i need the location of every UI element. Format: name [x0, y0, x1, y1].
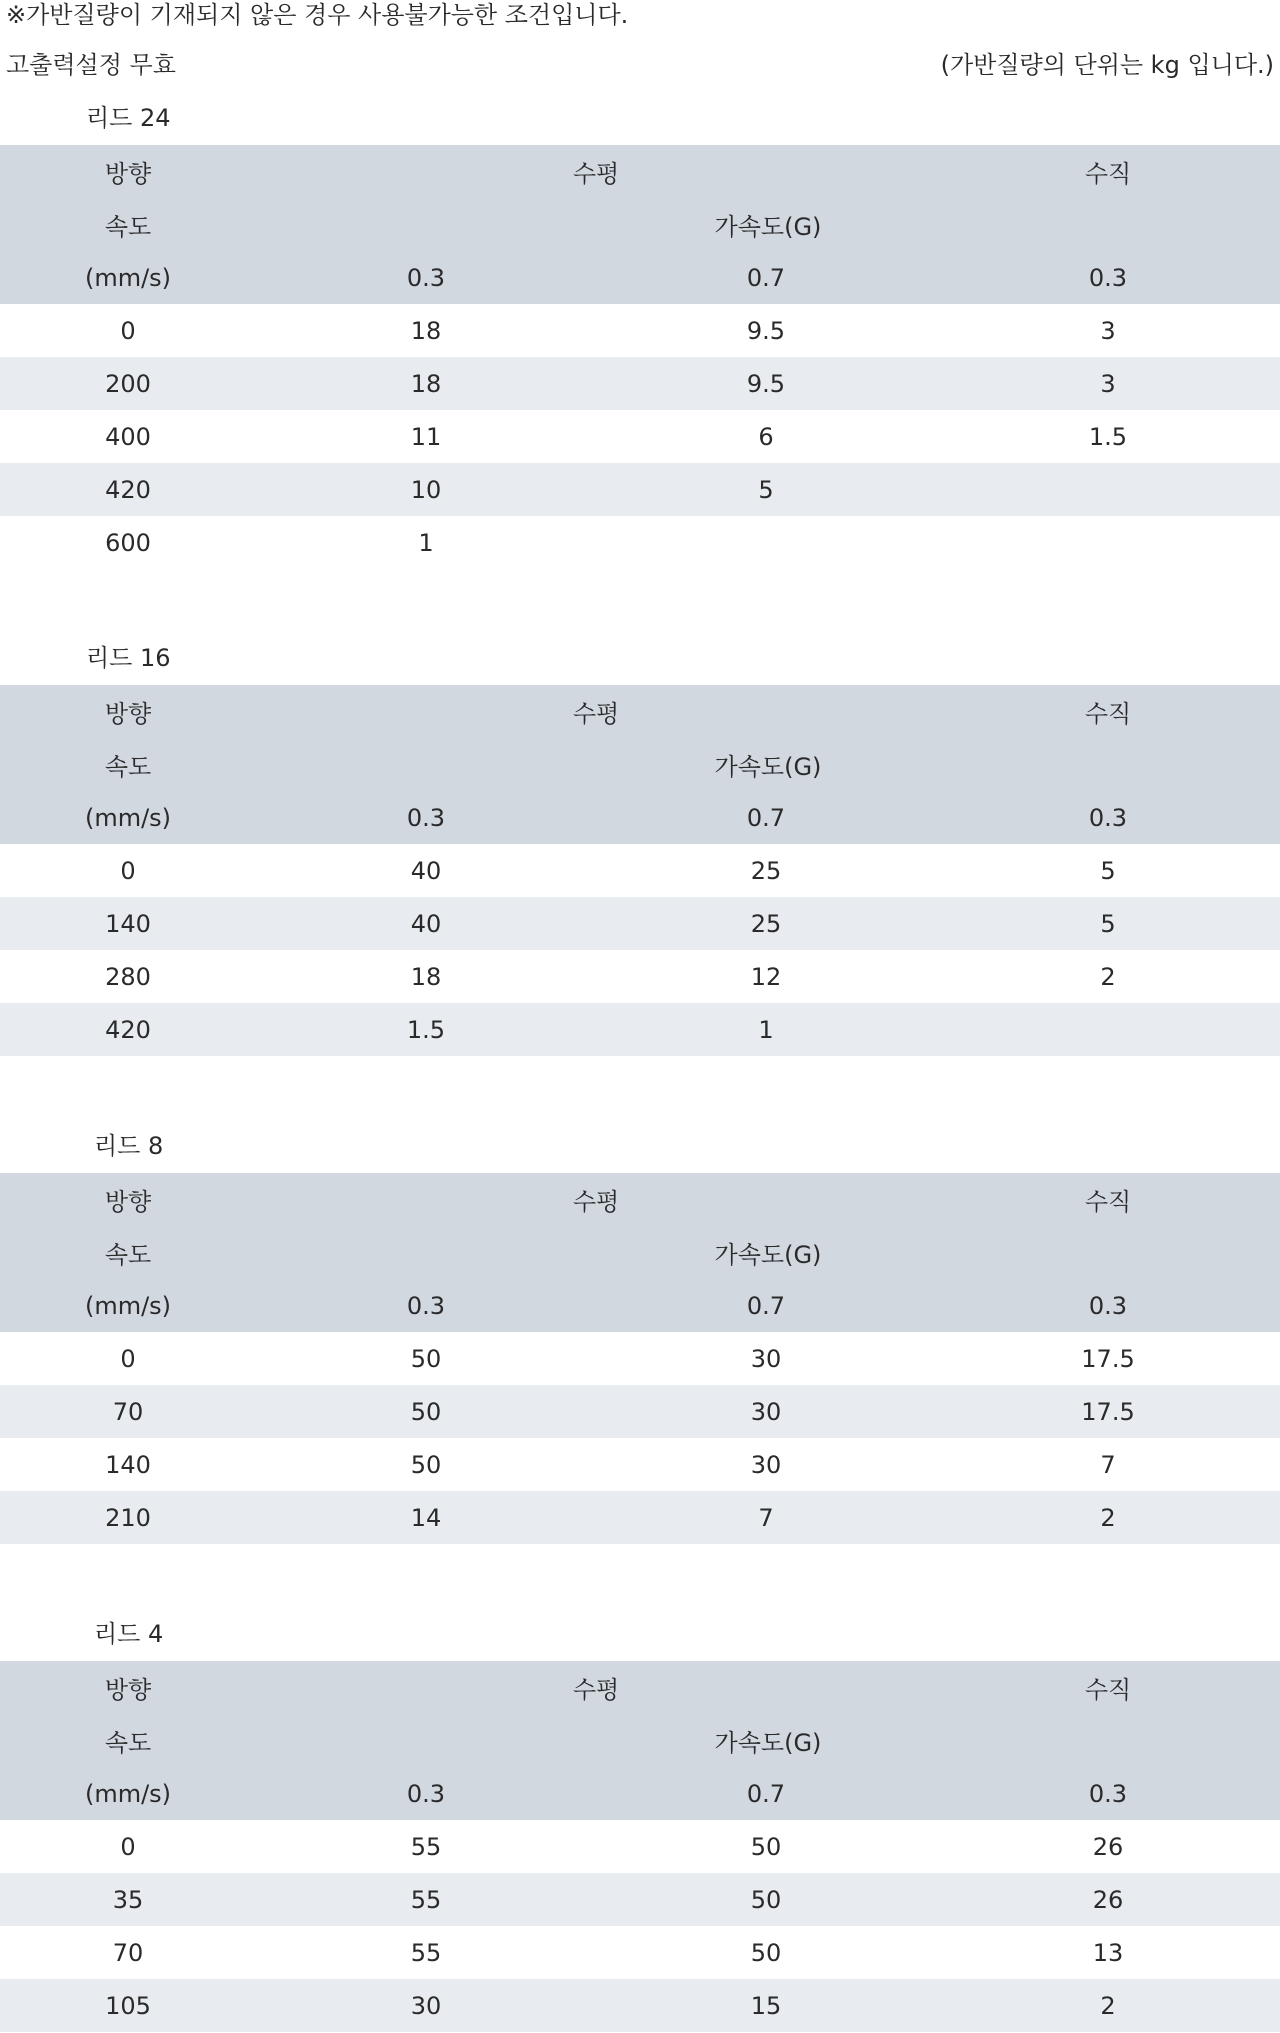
- table-cell: 9.5: [596, 304, 936, 357]
- table-cell: 50: [256, 1438, 596, 1491]
- table-cell: 11: [256, 410, 596, 463]
- table-row: [0, 1979, 1280, 2032]
- table-cell: 17.5: [936, 1385, 1280, 1438]
- table-row: [0, 516, 1280, 569]
- table-cell: [936, 516, 1280, 569]
- table-cell: 9.5: [596, 357, 936, 410]
- table-row: [0, 1873, 1280, 1926]
- direction-header: 방향: [0, 1173, 256, 1226]
- header-row-units: [0, 1767, 1280, 1820]
- table-cell: 70: [0, 1926, 256, 1979]
- table-cell: 15: [596, 1979, 936, 2032]
- table-cell: 26: [936, 1820, 1280, 1873]
- acc-horizontal-1-header: 0.3: [256, 251, 596, 304]
- table-cell: 0: [0, 1820, 256, 1873]
- table-cell: 600: [0, 516, 256, 569]
- table-cell: 18: [256, 304, 596, 357]
- table-cell: 55: [256, 1926, 596, 1979]
- table-row: [0, 1332, 1280, 1385]
- table-cell: 50: [596, 1873, 936, 1926]
- vertical-header: 수직: [936, 1661, 1280, 1714]
- table-row: [0, 844, 1280, 897]
- acc-horizontal-2-header: 0.7: [596, 1767, 936, 1820]
- table-cell: [596, 516, 936, 569]
- table-cell: 40: [256, 844, 596, 897]
- table-cell: 105: [0, 1979, 256, 2032]
- table-cell: 14: [256, 1491, 596, 1544]
- header-row-speed: [0, 198, 1280, 251]
- header-row-direction: [0, 1173, 1280, 1226]
- header-row-units: [0, 251, 1280, 304]
- table-row: [0, 1438, 1280, 1491]
- table-cell: 18: [256, 357, 596, 410]
- table-cell: 140: [0, 1438, 256, 1491]
- table-cell: 5: [936, 897, 1280, 950]
- speed-unit-header: (mm/s): [0, 251, 256, 304]
- table-cell: 30: [596, 1332, 936, 1385]
- table-cell: 55: [256, 1820, 596, 1873]
- table-row: [0, 357, 1280, 410]
- header-row-direction: [0, 1661, 1280, 1714]
- table-row: [0, 1385, 1280, 1438]
- header-row-speed: [0, 1714, 1280, 1767]
- table-cell: 1.5: [256, 1003, 596, 1056]
- table-cell: 50: [596, 1926, 936, 1979]
- table-cell: 40: [256, 897, 596, 950]
- payload-table: [0, 145, 1280, 569]
- availability-note: ※가반질량이 기재되지 않은 경우 사용불가능한 조건입니다.: [6, 1, 629, 29]
- horizontal-header: 수평: [256, 1173, 936, 1226]
- speed-unit-header: (mm/s): [0, 1767, 256, 1820]
- table-cell: 5: [936, 844, 1280, 897]
- table-cell: 5: [596, 463, 936, 516]
- table-cell: [936, 463, 1280, 516]
- table-cell: 18: [256, 950, 596, 1003]
- high-output-setting-label: 고출력설정 무효: [6, 51, 176, 79]
- table-row: [0, 1491, 1280, 1544]
- lead-title: 리드 24: [86, 104, 171, 132]
- table-cell: 25: [596, 844, 936, 897]
- table-row: [0, 304, 1280, 357]
- header-row-units: [0, 791, 1280, 844]
- lead-title: 리드 8: [94, 1132, 164, 1160]
- table-cell: 2: [936, 1491, 1280, 1544]
- table-cell: 50: [596, 1820, 936, 1873]
- table-cell: 50: [256, 1385, 596, 1438]
- table-cell: 26: [936, 1873, 1280, 1926]
- acc-horizontal-1-header: 0.3: [256, 791, 596, 844]
- table-cell: [936, 1003, 1280, 1056]
- direction-header: 방향: [0, 145, 256, 198]
- table-cell: 10: [256, 463, 596, 516]
- table-cell: 0: [0, 1332, 256, 1385]
- speed-header: 속도: [0, 738, 256, 791]
- acc-horizontal-2-header: 0.7: [596, 251, 936, 304]
- table-cell: 7: [936, 1438, 1280, 1491]
- table-cell: 35: [0, 1873, 256, 1926]
- table-cell: 17.5: [936, 1332, 1280, 1385]
- header-row-speed: [0, 738, 1280, 791]
- table-cell: 25: [596, 897, 936, 950]
- speed-unit-header: (mm/s): [0, 791, 256, 844]
- table-cell: 30: [596, 1438, 936, 1491]
- lead-title: 리드 16: [86, 644, 171, 672]
- header-row-units: [0, 1279, 1280, 1332]
- horizontal-header: 수평: [256, 685, 936, 738]
- table-cell: 420: [0, 463, 256, 516]
- table-cell: 13: [936, 1926, 1280, 1979]
- table-row: [0, 950, 1280, 1003]
- acc-vertical-header: 0.3: [936, 251, 1280, 304]
- table-cell: 420: [0, 1003, 256, 1056]
- table-cell: 50: [256, 1332, 596, 1385]
- table-row: [0, 1003, 1280, 1056]
- table-row: [0, 897, 1280, 950]
- unit-note: (가반질량의 단위는 kg 입니다.): [940, 51, 1274, 79]
- table-cell: 6: [596, 410, 936, 463]
- table-cell: 55: [256, 1873, 596, 1926]
- table-cell: 0: [0, 304, 256, 357]
- speed-header: 속도: [0, 1226, 256, 1279]
- table-cell: 140: [0, 897, 256, 950]
- table-cell: 12: [596, 950, 936, 1003]
- acceleration-header: 가속도(G): [256, 1714, 1280, 1767]
- acceleration-header: 가속도(G): [256, 198, 1280, 251]
- acc-horizontal-2-header: 0.7: [596, 791, 936, 844]
- payload-table: [0, 685, 1280, 1056]
- table-cell: 0: [0, 844, 256, 897]
- vertical-header: 수직: [936, 1173, 1280, 1226]
- table-cell: 210: [0, 1491, 256, 1544]
- table-cell: 200: [0, 357, 256, 410]
- table-cell: 3: [936, 357, 1280, 410]
- table-cell: 400: [0, 410, 256, 463]
- table-cell: 70: [0, 1385, 256, 1438]
- lead-title: 리드 4: [94, 1620, 164, 1648]
- table-cell: 1: [596, 1003, 936, 1056]
- direction-header: 방향: [0, 1661, 256, 1714]
- direction-header: 방향: [0, 685, 256, 738]
- acc-horizontal-1-header: 0.3: [256, 1279, 596, 1332]
- table-cell: 7: [596, 1491, 936, 1544]
- payload-table: [0, 1661, 1280, 2032]
- table-row: [0, 1926, 1280, 1979]
- vertical-header: 수직: [936, 145, 1280, 198]
- header-row-speed: [0, 1226, 1280, 1279]
- table-cell: 3: [936, 304, 1280, 357]
- header-row-direction: [0, 685, 1280, 738]
- header-row-direction: [0, 145, 1280, 198]
- acc-vertical-header: 0.3: [936, 1279, 1280, 1332]
- speed-unit-header: (mm/s): [0, 1279, 256, 1332]
- table-cell: 30: [256, 1979, 596, 2032]
- table-row: [0, 410, 1280, 463]
- acc-vertical-header: 0.3: [936, 791, 1280, 844]
- acceleration-header: 가속도(G): [256, 1226, 1280, 1279]
- table-cell: 2: [936, 950, 1280, 1003]
- table-cell: 2: [936, 1979, 1280, 2032]
- vertical-header: 수직: [936, 685, 1280, 738]
- payload-table: [0, 1173, 1280, 1544]
- table-cell: 1: [256, 516, 596, 569]
- acc-horizontal-1-header: 0.3: [256, 1767, 596, 1820]
- table-cell: 1.5: [936, 410, 1280, 463]
- speed-header: 속도: [0, 1714, 256, 1767]
- acc-vertical-header: 0.3: [936, 1767, 1280, 1820]
- table-row: [0, 1820, 1280, 1873]
- acceleration-header: 가속도(G): [256, 738, 1280, 791]
- acc-horizontal-2-header: 0.7: [596, 1279, 936, 1332]
- table-cell: 30: [596, 1385, 936, 1438]
- table-row: [0, 463, 1280, 516]
- horizontal-header: 수평: [256, 1661, 936, 1714]
- horizontal-header: 수평: [256, 145, 936, 198]
- table-cell: 280: [0, 950, 256, 1003]
- speed-header: 속도: [0, 198, 256, 251]
